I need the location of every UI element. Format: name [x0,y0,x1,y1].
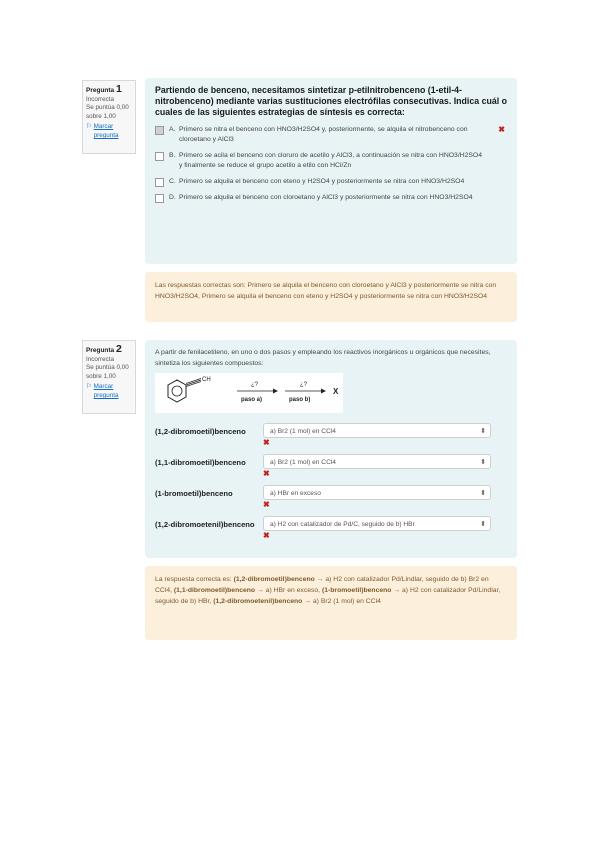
q1-answer-a[interactable]: A. Primero se nitra el benceno con HNO3/H2SO4 y, posteriormente, se alquila el nitrobenceno con cloroetano y AlCl3 ✖ [155,125,507,146]
q1-question-box [145,78,517,264]
step-a-label: paso a) [241,397,263,403]
triple-bond-label: CH [202,377,211,383]
step-a-top-label: ¿? [251,382,259,388]
q2-status: Incorrecta [86,355,114,363]
q2-row-label: (1,1-dibromoetil)benceno [155,458,246,467]
q2-score: Se puntúa 0,00 sobre 1,00 [86,364,129,380]
q2-select-4[interactable]: a) H2 con catalizador de Pd/C, seguido de b) HBr ⬍ [263,516,491,531]
incorrect-icon: ✖ [263,531,270,540]
q1-feedback: Las respuestas correctas son: Primero se alquila el benceno con cloroetano y AlCl3 y posteriormente se nitra con HNO3/H2SO4, Primero se alquila el benceno con eteno y H2SO4 y posteriormente se nitra con HNO3/H2SO4 [145,272,517,322]
radio[interactable] [155,178,164,187]
radio[interactable] [155,152,164,161]
phenylacetylene-structure [155,373,343,413]
q1-answers [155,125,507,204]
q1-title: Pregunta 1 [86,83,122,95]
q2-row-3 [155,485,507,510]
incorrect-icon: ✖ [263,469,270,478]
q1-status: Incorrecta [86,95,114,103]
select-caret-icon: ⬍ [480,459,486,466]
radio[interactable] [155,194,164,203]
select-caret-icon: ⬍ [480,428,486,435]
q2-row-1 [155,423,507,448]
select-caret-icon: ⬍ [480,490,486,497]
q1-info-box [82,80,136,154]
flag-icon: ⚐ [86,123,92,131]
product-label: X [333,387,339,396]
q2-select-2[interactable]: a) Br2 (1 mol) en CCl4 ⬍ [263,454,491,469]
q2-row-4 [155,516,507,541]
q2-flag-link[interactable]: ⚐ Marcar pregunta [86,383,119,399]
q2-question-box [145,340,517,558]
reaction-scheme [155,373,343,413]
q2-info-box [82,340,136,414]
q2-feedback: La respuesta correcta es: (1,2-dibromoetil)benceno → a) H2 con catalizador Pd/Lindlar, seguido de b) Br2 en CCl4, (1,1-dibromoetil)benceno → a) HBr en exceso, (1-bromoetil)benceno → a) H2 con catalizador Pd/Lindlar, seguido de b) HBr, (1,2-dibromoetenil)benceno → a) Br2 (1 mol) en CCl4 [145,566,517,640]
q2-select-1[interactable]: a) Br2 (1 mol) en CCl4 ⬍ [263,423,491,438]
incorrect-icon: ✖ [263,500,270,509]
incorrect-icon: ✖ [498,124,505,134]
q1-answer-d[interactable]: D. Primero se alquila el benceno con cloroetano y AlCl3 y posteriormente se nitra con HNO3/H2SO4 [155,193,507,204]
q1-stem: Partiendo de benceno, necesitamos sintetizar p-etilnitrobenceno (1-etil-4-nitrobenceno) mediante varias sustituciones electrófilas consecutivas. Indica cuál o cuales de las siguientes estrategias de síntesis es correcta: [155,85,507,118]
incorrect-icon: ✖ [263,438,270,447]
q2-number: 2 [115,343,122,355]
step-b-label: paso b) [289,397,311,403]
select-caret-icon: ⬍ [480,521,486,528]
radio-checked[interactable] [155,126,164,135]
q2-row-label: (1,2-dibromoetenil)benceno [155,520,255,529]
q2-stem: A partir de fenilacetileno, en uno o dos pasos y empleando los reactivos inorgánicos u orgánicos que necesites, sintetiza los siguientes compuestos: [155,349,491,367]
q2-row-2 [155,454,507,479]
flag-icon: ⚐ [86,383,92,391]
q2-row-label: (1,2-dibromoetil)benceno [155,427,246,436]
q2-title: Pregunta 2 [86,343,122,355]
q1-answer-b[interactable]: B. Primero se acila el benceno con cloruro de acetilo y AlCl3, a continuación se nitra con HNO3/H2SO4 y finalmente se reduce el grupo acetilo a etilo con HCl/Zn [155,151,507,172]
q1-answer-c[interactable]: C. Primero se alquila el benceno con eteno y H2SO4 y posteriormente se nitra con HNO3/H2SO4 [155,177,507,188]
q1-flag-link[interactable]: ⚐ Marcar pregunta [86,123,119,139]
step-b-top-label: ¿? [300,382,308,388]
q1-number: 1 [115,83,122,95]
q1-score: Se puntúa 0,00 sobre 1,00 [86,104,129,120]
q2-select-3[interactable]: a) HBr en exceso ⬍ [263,485,491,500]
q2-row-label: (1-bromoetil)benceno [155,489,233,498]
